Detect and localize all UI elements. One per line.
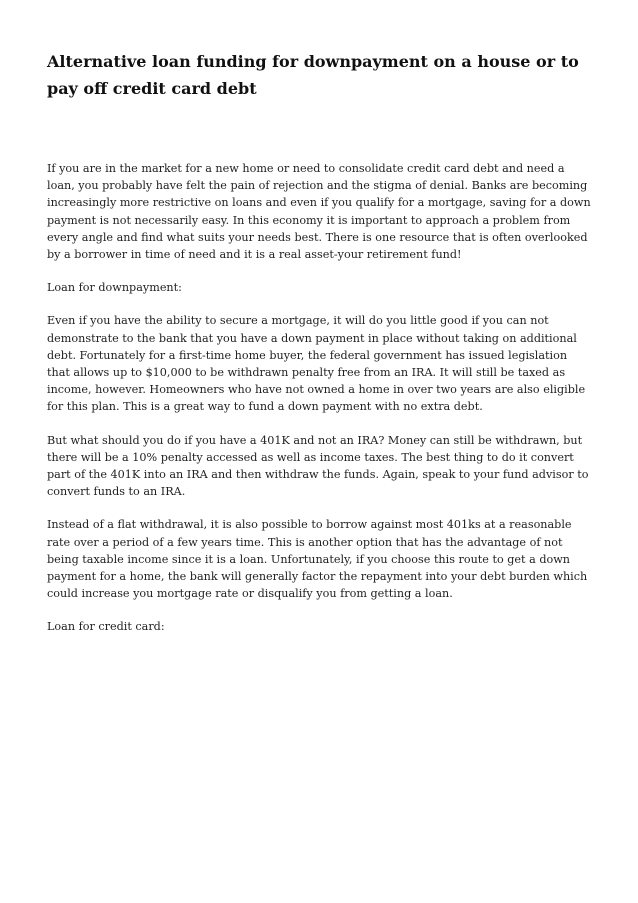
document-body bbox=[47, 160, 592, 636]
paragraph-401k-withdrawal: But what should you do if you have a 401K and not an IRA? Money can still be withdrawn, but there will be a 10% penalty accessed as well as income taxes. The best thing to do it convert part of the 401K into an IRA and then withdraw the funds. Again, speak to your fund advisor to convert funds to an IRA. bbox=[47, 433, 589, 499]
paragraph-downpayment-ira: Even if you have the ability to secure a mortgage, it will do you little good if you can not demonstrate to the bank that you have a down payment in place without taking on additional debt. Fortunately for a first-time home buyer, the federal government has issued legislation that allows up to $10,000 to be withdrawn penalty free from an IRA. It will still be taxed as income, however. Homeowners who have not owned a home in over two years are also eligible for this plan. This is a great way to fund a down payment with no extra debt. bbox=[47, 314, 586, 414]
document-title: Alternative loan funding for downpayment on a house or to pay off credit card debt bbox=[47, 52, 579, 98]
section-label-credit-card: Loan for credit card: bbox=[47, 620, 165, 634]
paragraph-401k-borrow: Instead of a flat withdrawal, it is also possible to borrow against most 401ks at a reasonable rate over a period of a few years time. This is another option that has the advantage of not being taxable income since it is a loan. Unfortunately, if you choose this route to get a down payment for a home, the bank will generally factor the repayment into your debt burden which could increase you mortgage rate or disqualify you from getting a loan. bbox=[47, 518, 588, 601]
section-label-downpayment: Loan for downpayment: bbox=[47, 281, 182, 295]
paragraph-intro: If you are in the market for a new home or need to consolidate credit card debt and need a loan, you probably have felt the pain of rejection and the stigma of denial. Banks are becoming increasingly more restrictive on loans and even if you qualify for a mortgage, saving for a down payment is not necessarily easy. In this economy it is important to approach a problem from every angle and find what suits your needs best. There is one resource that is often overlooked by a borrower in time of need and it is a real asset-your retirement fund! bbox=[47, 162, 591, 262]
